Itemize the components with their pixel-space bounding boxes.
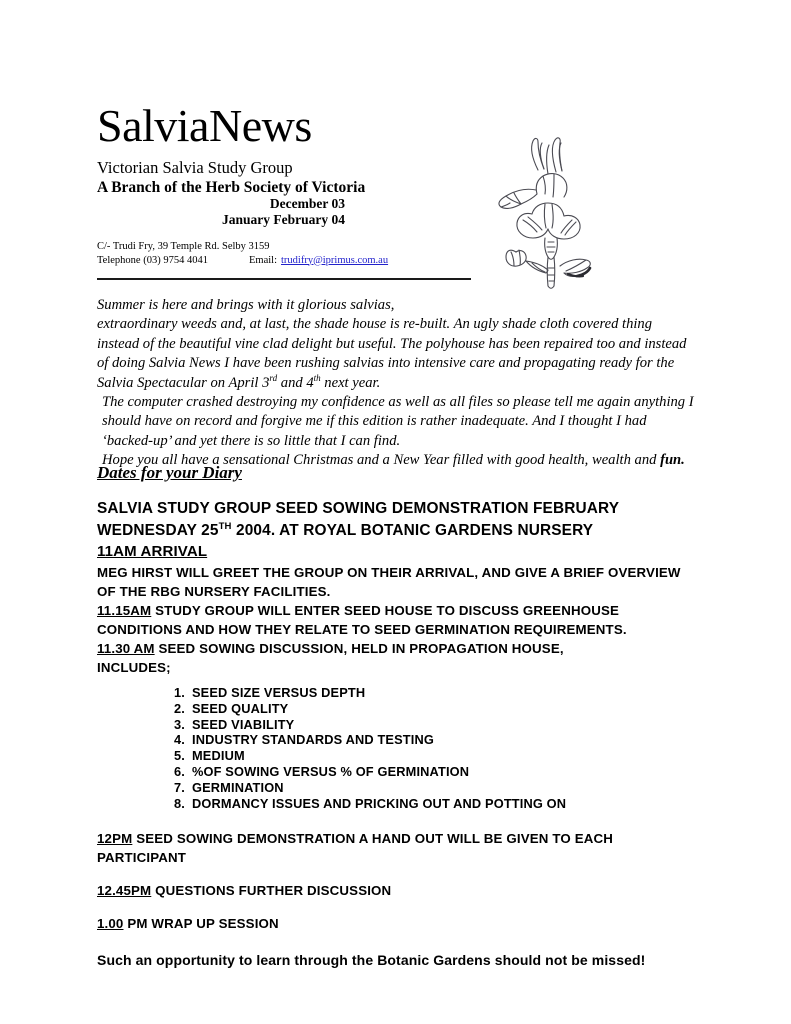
schedule-time-1115: 11.15AM — [97, 603, 152, 618]
schedule-item-100pm — [97, 914, 697, 933]
list-item-number: 2. — [174, 700, 185, 716]
list-item — [165, 717, 697, 733]
event-title-line-2-b: 2004. AT ROYAL BOTANIC GARDENS NURSERY — [231, 521, 594, 539]
list-item-number: 5. — [174, 748, 185, 764]
schedule-body-12pm: SEED SOWING DEMONSTRATION A HAND OUT WILL BE GIVEN TO EACH PARTICIPANT — [97, 831, 613, 866]
intro-p4-text: Hope you all have a sensational Christmas and a New Year filled with good health, wealth and — [102, 452, 661, 469]
intro-paragraph-1: Summer is here and brings with it glorious salvias, — [97, 297, 395, 313]
list-item-label: SEED VIABILITY — [192, 716, 295, 732]
schedule-item-12pm — [97, 829, 697, 867]
issue-date-line-2: January February 04 — [222, 212, 345, 227]
issue-date-line-1: December 03 — [269, 196, 345, 211]
list-item — [165, 796, 697, 812]
intro-text — [97, 296, 695, 471]
schedule-time-100pm: 1.00 — [97, 916, 124, 932]
list-item — [165, 685, 697, 701]
list-item-number: 7. — [174, 779, 185, 795]
list-item-number: 4. — [174, 732, 185, 748]
intro-p2-part-b: and 4 — [277, 374, 314, 391]
schedule-time-1245pm: 12.45PM — [97, 883, 152, 899]
intro-p2-superscript-1: rd — [269, 372, 278, 383]
list-item-label: INDUSTRY STANDARDS AND TESTING — [192, 732, 434, 748]
list-item — [165, 732, 697, 748]
masthead-affiliation: A Branch of the Herb Society of Victoria — [97, 179, 366, 196]
schedule-time-1130: 11.30 AM — [97, 641, 155, 656]
schedule-item-1130 — [97, 639, 697, 658]
program-section — [97, 498, 697, 970]
list-item-number: 6. — [174, 763, 185, 779]
contact-address: C/- Trudi Fry, 39 Temple Rd. Selby 3159 — [97, 241, 270, 252]
list-item-label: SEED QUALITY — [192, 700, 289, 716]
schedule-item-1245pm — [97, 881, 697, 900]
list-item — [165, 701, 697, 717]
schedule-item-1115 — [97, 601, 697, 639]
contact-email-link[interactable]: trudifry@iprimus.com.au — [281, 254, 389, 266]
list-item-label: DORMANCY ISSUES AND PRICKING OUT AND POTTING ON — [192, 795, 567, 811]
diary-section-heading: Dates for your Diary — [97, 463, 242, 482]
list-item — [165, 748, 697, 764]
list-item-number: 8. — [174, 795, 185, 811]
contact-phone: Telephone (03) 9754 4041 — [97, 254, 208, 266]
event-title-line-1: SALVIA STUDY GROUP SEED SOWING DEMONSTRATION FEBRUARY — [97, 500, 620, 517]
intro-p2-part-a: extraordinary weeds and, at last, the shade house is re-built. An ugly shade cloth covered thing instead of the beautiful vine clad delight but useful. The polyhouse has been repaired too and instead of doing Salvia News I have been rushing salvias into intensive care and propagating ready for the Salvia Spectacular on April 3 — [97, 316, 687, 391]
intro-paragraph-3: The computer crashed destroying my confidence as well as all files so please tell me again anything I should have on record and forgive me if this edition is rather inadequate. And I thought I had ‘backed-up’ and yet there is so little that I can find. — [102, 394, 694, 449]
event-title-line-2 — [97, 520, 697, 542]
event-title-line-2-a: WEDNESDAY 25 — [97, 521, 219, 539]
list-item-number: 1. — [174, 685, 185, 700]
schedule-body-1130: SEED SOWING DISCUSSION, HELD IN PROPAGATION HOUSE, — [154, 641, 564, 656]
contact-row — [97, 254, 517, 268]
header-divider — [97, 278, 471, 280]
schedule-body-100pm: PM WRAP UP SESSION — [123, 916, 279, 932]
event-date-superscript: TH — [218, 520, 232, 532]
closing-statement: Such an opportunity to learn through the Botanic Gardens should not be missed! — [97, 952, 646, 969]
arrival-description: MEG HIRST WILL GREET THE GROUP ON THEIR ARRIVAL, AND GIVE A BRIEF OVERVIEW OF THE RBG NURSERY FACILITIES. — [97, 565, 681, 599]
intro-p4-emphasis: fun. — [660, 452, 685, 469]
masthead-subtitle: Victorian Salvia Study Group — [97, 158, 293, 177]
list-item-number: 3. — [174, 716, 185, 732]
list-item-label: SEED SIZE VERSUS DEPTH — [192, 685, 366, 700]
contact-block — [97, 240, 517, 267]
schedule-time-12pm: 12PM — [97, 831, 133, 847]
list-item-label: %OF SOWING VERSUS % OF GERMINATION — [192, 763, 470, 779]
intro-p2-part-c: next year. — [320, 374, 381, 391]
list-item-label: GERMINATION — [192, 779, 284, 795]
schedule-body-1245pm: QUESTIONS FURTHER DISCUSSION — [151, 883, 392, 899]
masthead — [97, 100, 497, 197]
intro-p2-superscript-2: th — [313, 372, 321, 383]
arrival-heading: 11AM ARRIVAL — [97, 543, 208, 560]
intro-paragraph-2 — [97, 315, 695, 393]
schedule-body-1115: STUDY GROUP WILL ENTER SEED HOUSE TO DISCUSS GREENHOUSE CONDITIONS AND HOW THEY RELATE TO SEED GERMINATION REQUIREMENTS. — [97, 603, 627, 637]
salvia-flower-drawing — [488, 128, 624, 293]
includes-label: INCLUDES; — [97, 660, 171, 675]
topics-list — [97, 685, 697, 811]
list-item — [165, 780, 697, 796]
list-item — [165, 764, 697, 780]
list-item-label: MEDIUM — [192, 748, 245, 764]
contact-email-label: Email: — [249, 254, 277, 266]
issue-dates — [97, 196, 345, 228]
page-title: SalviaNews — [97, 100, 312, 151]
